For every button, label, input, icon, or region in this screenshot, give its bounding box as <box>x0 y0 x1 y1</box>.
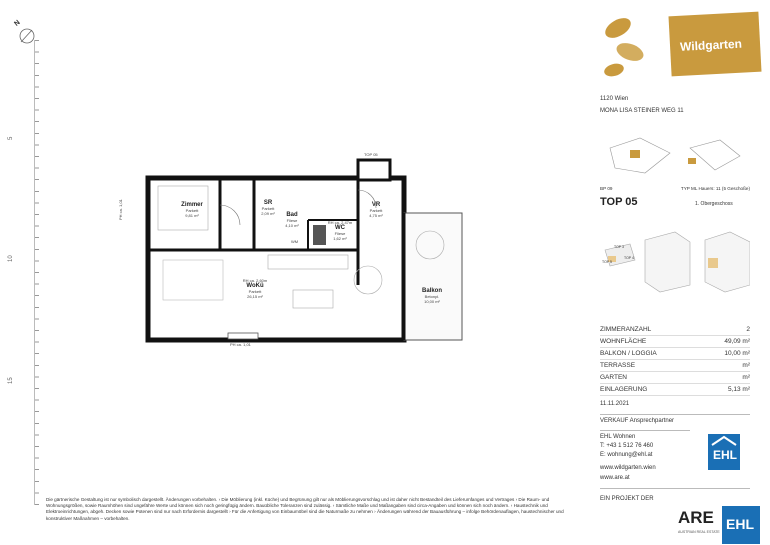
room-floor: Parkett <box>261 206 275 211</box>
room-name: SR <box>263 200 273 206</box>
room-woku <box>230 278 280 299</box>
floor-plan-drawing <box>118 150 498 355</box>
room-name: WC <box>335 225 345 231</box>
compass <box>13 19 36 44</box>
fact-label: TERRASSE <box>600 362 636 369</box>
room-area: 9,81 m² <box>185 213 199 218</box>
room-floor: Parkett <box>248 289 262 294</box>
room-area: 10,00 m² <box>424 299 440 304</box>
room-bad <box>278 212 306 228</box>
divider <box>600 430 690 431</box>
unit-title: TOP 05 <box>600 196 638 208</box>
sidebar <box>600 0 760 545</box>
room-area: 26,15 m² <box>247 294 263 299</box>
room-name: Zimmer <box>181 202 203 208</box>
mini-label: TOP 4 <box>624 256 634 260</box>
room-name: WoKü <box>246 283 264 289</box>
contact-web1[interactable]: www.wildgarten.wien <box>600 465 656 471</box>
contact-heading: VERKAUF Ansprechpartner <box>600 418 675 424</box>
ph-bottom-label: PH ca. 1,01 <box>230 342 251 347</box>
room-balkon <box>414 288 450 304</box>
typ-label: TYP ML Hauers: 11 (5 Geschoße) <box>680 186 750 191</box>
divider <box>600 414 750 415</box>
room-floor: Parkett <box>185 208 199 213</box>
room-floor: Fliese <box>334 231 346 236</box>
ruler-tick: 10 <box>8 255 14 262</box>
room-wc <box>322 220 358 241</box>
compass-letter: N <box>13 19 22 28</box>
fact-label: EINLAGERUNG <box>600 386 648 393</box>
disclaimer: Die gärtnerische Gestaltung ist nur symbolisch dargestellt. Änderungen vorbehalten. › Die Möblierung (inkl. Küche) und Begrünung gilt nur als Möblierungsvorschlag und ist daher nicht Bestandteil des Lieferumfanges und Vertrages › Die Raum- und Wohnungsgrößen, sowie Raumhöhen sind ungefähre Werte und können sich noch geringfügig ändern. Bauübliche Toleranzen sind zulässig. › Sämtliche Maße und Maßangaben sind circa-Angaben und können sich noch ändern. › Haustechnik und Elektroeinrichtungen, abgeh. Decken sowie Potenen sind nur nach Erfordernis dargestellt › Für die Anfertigung von Einbaumöbel sind die Naturmaße zu nehmen › Änderungen während der Bauausführung – infolge Behördenauflagen, haustechnischer und konstruktiver Maßnahmen – vorbehalten. <box>46 497 564 521</box>
contact-email[interactable]: E: wohnung@ehl.at <box>600 452 653 458</box>
are-logo <box>678 506 760 544</box>
contact-company: EHL Wohnen <box>600 434 636 440</box>
logo-text: Wildgarten <box>679 36 743 54</box>
project-by: EIN PROJEKT DER <box>600 496 654 502</box>
mini-label: TOP 5 <box>602 260 612 264</box>
wildgarten-logo <box>668 12 761 77</box>
site-plan-thumbnail <box>600 128 750 183</box>
room-floor: Betonpl. <box>424 294 440 299</box>
floor-label: 1. Obergeschoss <box>695 201 733 207</box>
fact-label: ZIMMERANZAHL <box>600 326 652 333</box>
fact-label: BALKON / LOGGIA <box>600 350 657 357</box>
room-vr <box>362 202 390 218</box>
are-logo-sub: AUSTRIAN REAL ESTATE <box>678 530 720 534</box>
ruler-tick: 15 <box>8 377 14 384</box>
fact-value: m² <box>742 374 750 381</box>
address-line1: 1120 Wien <box>600 96 629 102</box>
fact-value: m² <box>742 362 750 369</box>
fact-value: 5,13 m² <box>727 386 750 393</box>
contact-phone: T: +43 1 512 76 460 <box>600 443 654 449</box>
divider <box>600 488 750 489</box>
leaf-icon <box>600 12 660 82</box>
room-area: 2,09 m² <box>261 211 275 216</box>
room-name: Balkon <box>421 288 442 294</box>
ehl-logo <box>722 506 760 544</box>
address-line2: MONA LISA STEINER WEG 11 <box>600 108 684 114</box>
ehl-badge <box>708 434 740 470</box>
room-floor: Parkett <box>369 208 383 213</box>
fact-row <box>600 360 750 372</box>
are-logo-text: ARE <box>678 508 714 527</box>
fact-value: 49,09 m² <box>724 338 750 345</box>
facts-table <box>600 324 750 396</box>
date: 11.11.2021 <box>600 401 630 407</box>
room-floor: Fliese <box>286 218 298 223</box>
wm-label: WM <box>291 239 299 244</box>
fact-row <box>600 348 750 360</box>
fact-value: 10,00 m² <box>724 350 750 357</box>
scale-ruler <box>34 40 39 505</box>
room-rh: RH ca. 2,47m <box>327 220 353 225</box>
ehl-badge-text: EHL <box>713 448 737 462</box>
building-diagram <box>600 230 750 295</box>
room-zimmer <box>170 202 214 218</box>
room-area: 1,62 m² <box>333 236 347 241</box>
top-label: TOP 05 <box>364 152 378 157</box>
room-area: 4,75 m² <box>369 213 383 218</box>
room-area: 4,10 m² <box>285 223 299 228</box>
fact-value: 2 <box>746 326 750 333</box>
ruler-tick: 5 <box>8 136 14 140</box>
mini-label: TOP 3 <box>614 245 624 249</box>
fact-label: WOHNFLÄCHE <box>600 338 647 345</box>
fact-row <box>600 336 750 348</box>
fact-row <box>600 372 750 384</box>
ehl-logo-text: EHL <box>726 516 754 532</box>
room-name: Bad <box>286 212 298 218</box>
fact-label: GARTEN <box>600 374 627 381</box>
floor-plan <box>118 150 498 355</box>
room-name: VR <box>371 202 381 208</box>
contact-web2[interactable]: www.are.at <box>600 475 630 481</box>
ph-left-label: PH ca. 1,01 <box>118 199 123 220</box>
fact-row <box>600 384 750 396</box>
house-roof-icon <box>708 435 740 447</box>
fact-row <box>600 324 750 336</box>
room-rh: RH ca. 2,60m <box>242 278 268 283</box>
bp-label: BP 09 <box>600 186 613 191</box>
